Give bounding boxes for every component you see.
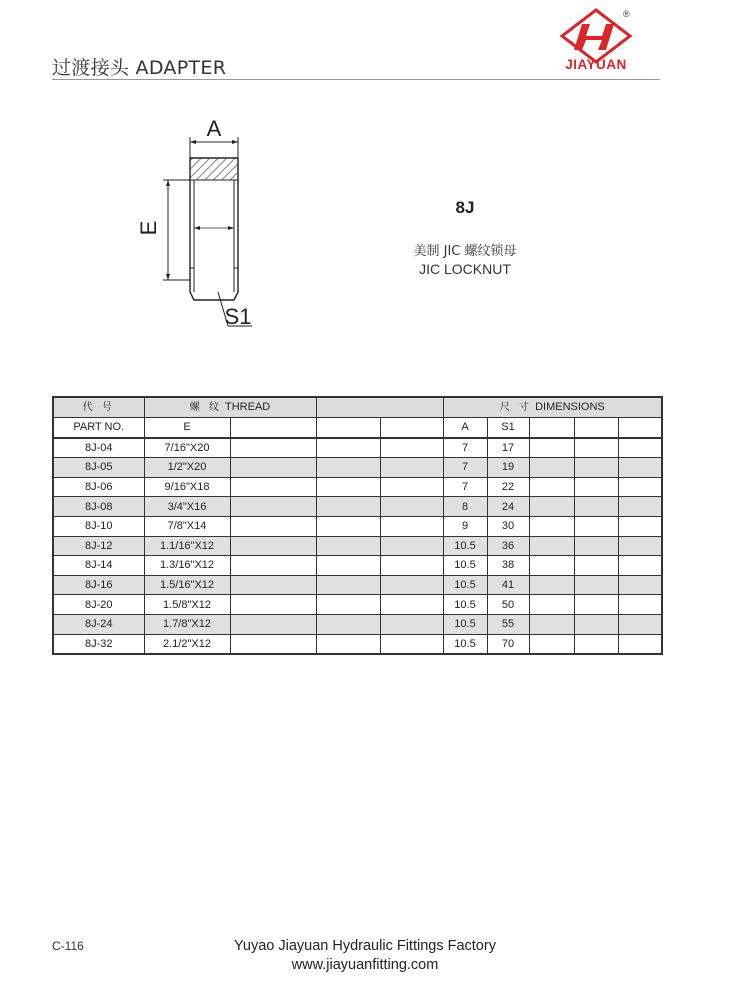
empty-cell [380,634,443,654]
dim-a-cell: 10.5 [443,595,487,615]
thread-e-cell: 1.7/8"X12 [144,614,230,634]
empty-cell [316,497,380,517]
part-no-cell: 8J-10 [53,516,144,536]
dim-a-cell: 9 [443,516,487,536]
registered-mark: ® [623,9,630,19]
empty-cell [380,536,443,556]
col-a: A [443,418,487,438]
part-no-cell: 8J-12 [53,536,144,556]
header-part-cn: 代 号 [53,397,144,418]
header-divider [52,79,660,80]
dim-s1-cell: 24 [487,497,529,517]
dimension-a-label: A [206,116,222,141]
part-no-cell: 8J-14 [53,556,144,576]
company-name: Yuyao Jiayuan Hydraulic Fittings Factory [234,938,496,954]
thread-e-cell: 1.5/8"X12 [144,595,230,615]
empty-cell [316,516,380,536]
empty-cell [529,595,574,615]
empty-cell [529,477,574,497]
dim-s1-cell: 41 [487,575,529,595]
part-no-cell: 8J-04 [53,438,144,458]
empty-cell [316,634,380,654]
header-thread: 螺 纹 THREAD [144,397,316,418]
empty-cell [529,575,574,595]
table-row [53,614,662,634]
empty-cell [618,595,662,615]
empty-cell [380,477,443,497]
dimension-s1-label: S1 [224,304,252,329]
dim-s1-cell: 70 [487,634,529,654]
part-no-cell: 8J-32 [53,634,144,654]
table-row [53,458,662,478]
empty-cell [529,556,574,576]
empty-cell [529,536,574,556]
header-empty [316,397,443,418]
empty-cell [618,497,662,517]
empty-cell [574,575,618,595]
empty-cell [316,595,380,615]
table-column-header-row [53,418,662,438]
empty-cell [316,614,380,634]
dim-a-cell: 10.5 [443,536,487,556]
table-group-header-row [53,397,662,418]
table-row [53,595,662,615]
header-dimensions: 尺 寸 DIMENSIONS [443,397,662,418]
thread-e-cell: 1.5/16"X12 [144,575,230,595]
empty-cell [230,438,316,458]
empty-cell [230,497,316,517]
empty-cell [529,516,574,536]
empty-cell [529,497,574,517]
empty-cell [618,536,662,556]
table-row [53,477,662,497]
empty-cell [380,458,443,478]
empty-cell [618,458,662,478]
part-no-cell: 8J-24 [53,614,144,634]
empty-cell [316,575,380,595]
empty-cell [380,516,443,536]
empty-cell [529,634,574,654]
empty-cell [230,595,316,615]
company-website: www.jiayuanfitting.com [291,957,439,973]
empty-cell [574,536,618,556]
col-part-no: PART NO. [53,418,144,438]
empty-cell [618,477,662,497]
empty-cell [380,575,443,595]
empty-cell [230,458,316,478]
empty-cell [574,614,618,634]
empty-cell [230,614,316,634]
dim-s1-cell: 22 [487,477,529,497]
thread-e-cell: 3/4"X16 [144,497,230,517]
empty-cell [529,458,574,478]
thread-e-cell: 7/8"X14 [144,516,230,536]
empty-cell [529,438,574,458]
thread-e-cell: 2.1/2"X12 [144,634,230,654]
table-row [53,497,662,517]
dim-s1-cell: 36 [487,536,529,556]
thread-e-cell: 1.3/16"X12 [144,556,230,576]
dim-s1-cell: 38 [487,556,529,576]
part-no-cell: 8J-06 [53,477,144,497]
thread-e-cell: 7/16"X20 [144,438,230,458]
dim-a-cell: 10.5 [443,556,487,576]
empty-cell [618,516,662,536]
empty-cell [529,614,574,634]
empty-cell [380,614,443,634]
logo-text: JIAYUAN [565,57,627,72]
part-no-cell: 8J-08 [53,497,144,517]
empty-cell [618,634,662,654]
dim-a-cell: 7 [443,438,487,458]
dim-s1-cell: 50 [487,595,529,615]
thread-e-cell: 1/2"X20 [144,458,230,478]
spec-table [52,396,663,655]
empty-cell [574,477,618,497]
empty-cell [230,634,316,654]
part-name-en: JIC LOCKNUT [419,261,511,277]
dim-s1-cell: 55 [487,614,529,634]
empty-cell [574,595,618,615]
dim-a-cell: 7 [443,458,487,478]
empty-cell [574,516,618,536]
empty-cell [316,556,380,576]
table-row [53,556,662,576]
page-number: C-116 [52,939,84,953]
empty-cell [230,575,316,595]
dim-a-cell: 10.5 [443,634,487,654]
table-row [53,536,662,556]
locknut-drawing [130,110,270,340]
empty-cell [380,556,443,576]
part-no-cell: 8J-05 [53,458,144,478]
empty-cell [230,516,316,536]
empty-cell [574,438,618,458]
part-no-cell: 8J-16 [53,575,144,595]
empty-cell [316,477,380,497]
part-name-cn: 美制 JIC 螺纹锁母 [413,244,517,259]
dimension-e-label: E [136,220,161,236]
dim-a-cell: 10.5 [443,575,487,595]
page-title: 过渡接头 ADAPTER [52,57,227,79]
empty-cell [574,458,618,478]
dim-a-cell: 7 [443,477,487,497]
dim-s1-cell: 30 [487,516,529,536]
empty-cell [316,458,380,478]
empty-cell [316,438,380,458]
empty-cell [574,497,618,517]
dim-s1-cell: 19 [487,458,529,478]
part-code: 8J [455,198,475,217]
empty-cell [380,497,443,517]
table-row [53,634,662,654]
col-s1: S1 [487,418,529,438]
dim-s1-cell: 17 [487,438,529,458]
empty-cell [574,556,618,576]
empty-cell [618,614,662,634]
empty-cell [380,438,443,458]
table-row [53,516,662,536]
empty-cell [230,477,316,497]
col-e: E [144,418,230,438]
dim-a-cell: 8 [443,497,487,517]
empty-cell [316,536,380,556]
empty-cell [574,634,618,654]
thread-e-cell: 1.1/16"X12 [144,536,230,556]
empty-cell [618,556,662,576]
table-row [53,438,662,458]
empty-cell [380,595,443,615]
empty-cell [618,438,662,458]
table-row [53,575,662,595]
dim-a-cell: 10.5 [443,614,487,634]
empty-cell [230,556,316,576]
empty-cell [230,536,316,556]
part-no-cell: 8J-20 [53,595,144,615]
empty-cell [618,575,662,595]
thread-e-cell: 9/16"X18 [144,477,230,497]
